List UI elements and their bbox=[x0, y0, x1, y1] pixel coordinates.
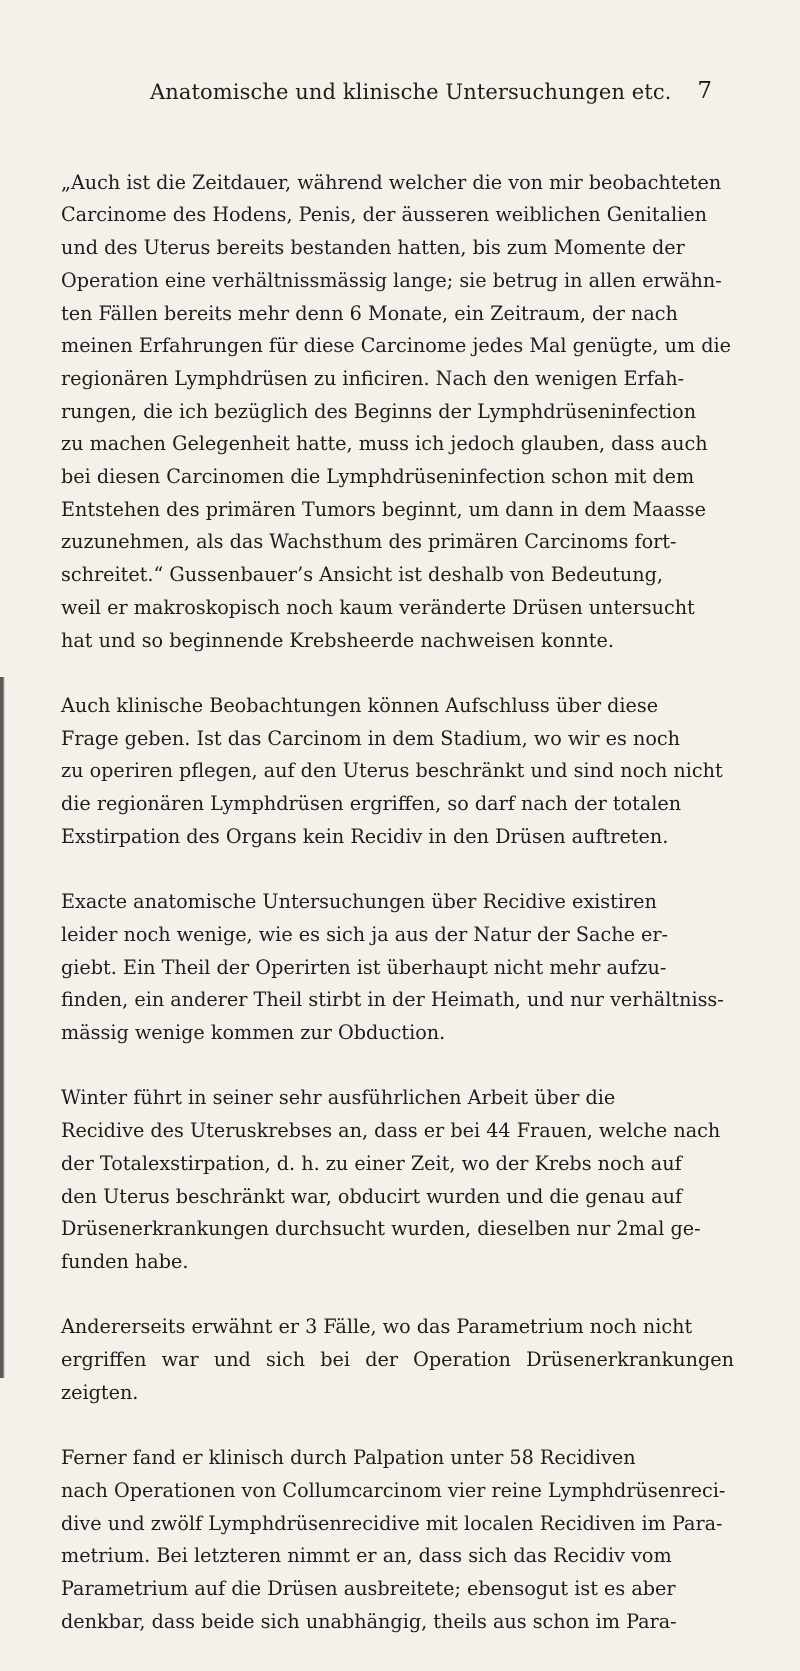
page-number: 7 bbox=[697, 78, 712, 104]
paragraph-parametrium-cases: Andererseits erwähnt er 3 Fälle, wo das Parametrium noch nicht ergriffen war und sich bei der Operation Drüsenerkrankungen zeigten. bbox=[61, 1315, 734, 1404]
paragraph-clinical-observations: Auch klinische Beobachtungen können Aufschluss über diese Frage geben. Ist das Carcinom in dem Stadium, wo wir es noch zu operiren pflegen, auf den Uterus beschränkt und sind noch nicht die regionären Lymphdrüsen ergriffen, so darf nach der totalen Exstirpation des Organs kein Recidiv in den Drüsen auftreten. bbox=[61, 693, 723, 848]
paragraph-winter-findings: Winter führt in seiner sehr ausführlichen Arbeit über die Recidive des Uteruskrebses an, dass er bei 44 Frauen, welche nach der Totalexstirpation, d. h. zu einer Zeit, wo der Krebs noch auf den Uterus beschränkt war, obducirt wurden und die genau auf Drüsenerkrankungen durchsucht wurden, dieselben nur 2mal ge- funden habe. bbox=[61, 1086, 721, 1273]
paragraph-anatomical-studies: Exacte anatomische Untersuchungen über Recidive existiren leider noch wenige, wie es sich ja aus der Natur der Sache er- giebt. Ein Theil der Operirten ist überhaupt nicht mehr aufzu- finden, ein anderer Theil stirbt in der Heimath, und nur verhältniss- mässig wenige kommen zur Obduction. bbox=[61, 890, 724, 1044]
scan-edge-shadow bbox=[0, 677, 5, 1378]
running-head: Anatomische und klinische Untersuchungen etc. bbox=[150, 80, 672, 104]
paragraph-palpation-findings: Ferner fand er klinisch durch Palpation unter 58 Recidiven nach Operationen von Collumcarcinom vier reine Lymphdrüsenreci- dive und zwölf Lymphdrüsenrecidive mit localen Recidiven im Para- metrium. Bei letzteren nimmt er an, dass sich das Recidiv vom Parametrium auf die Drüsen ausbreitete; ebensogut ist es aber denkbar, dass beide sich unabhängig, theils aus schon im Para- bbox=[61, 1446, 726, 1633]
paragraph-quotation: „Auch ist die Zeitdauer, während welcher die von mir beobachteten Carcinome des Hodens, Penis, der äusseren weiblichen Genitalien und des Uterus bereits bestanden hatten, bis zum Momente der Operation eine verhältnissmässig lange; sie betrug in allen erwähn- ten Fällen bereits mehr denn 6 Monate, ein Zeitraum, der nach meinen Erfahrungen für diese Carcinome jedes Mal genügte, um die regionären Lymphdrüsen zu inficiren. Nach den wenigen Erfah- rungen, die ich bezüglich des Beginns der Lymphdrüseninfection zu machen Gelegenheit hatte, muss ich jedoch glauben, dass auch bei diesen Carcinomen die Lymphdrüseninfection schon mit dem Entstehen des primären Tumors beginnt, um dann in dem Maasse zuzunehmen, als das Wachsthum des primären Carcinoms fort- schreitet.“ Gussenbauer’s Ansicht ist deshalb von Bedeutung, weil er makroskopisch noch kaum veränderte Drüsen untersucht hat und so beginnende Krebsheerde nachweisen konnte. bbox=[61, 170, 731, 652]
body-text bbox=[61, 134, 734, 1671]
page-header bbox=[0, 78, 800, 118]
